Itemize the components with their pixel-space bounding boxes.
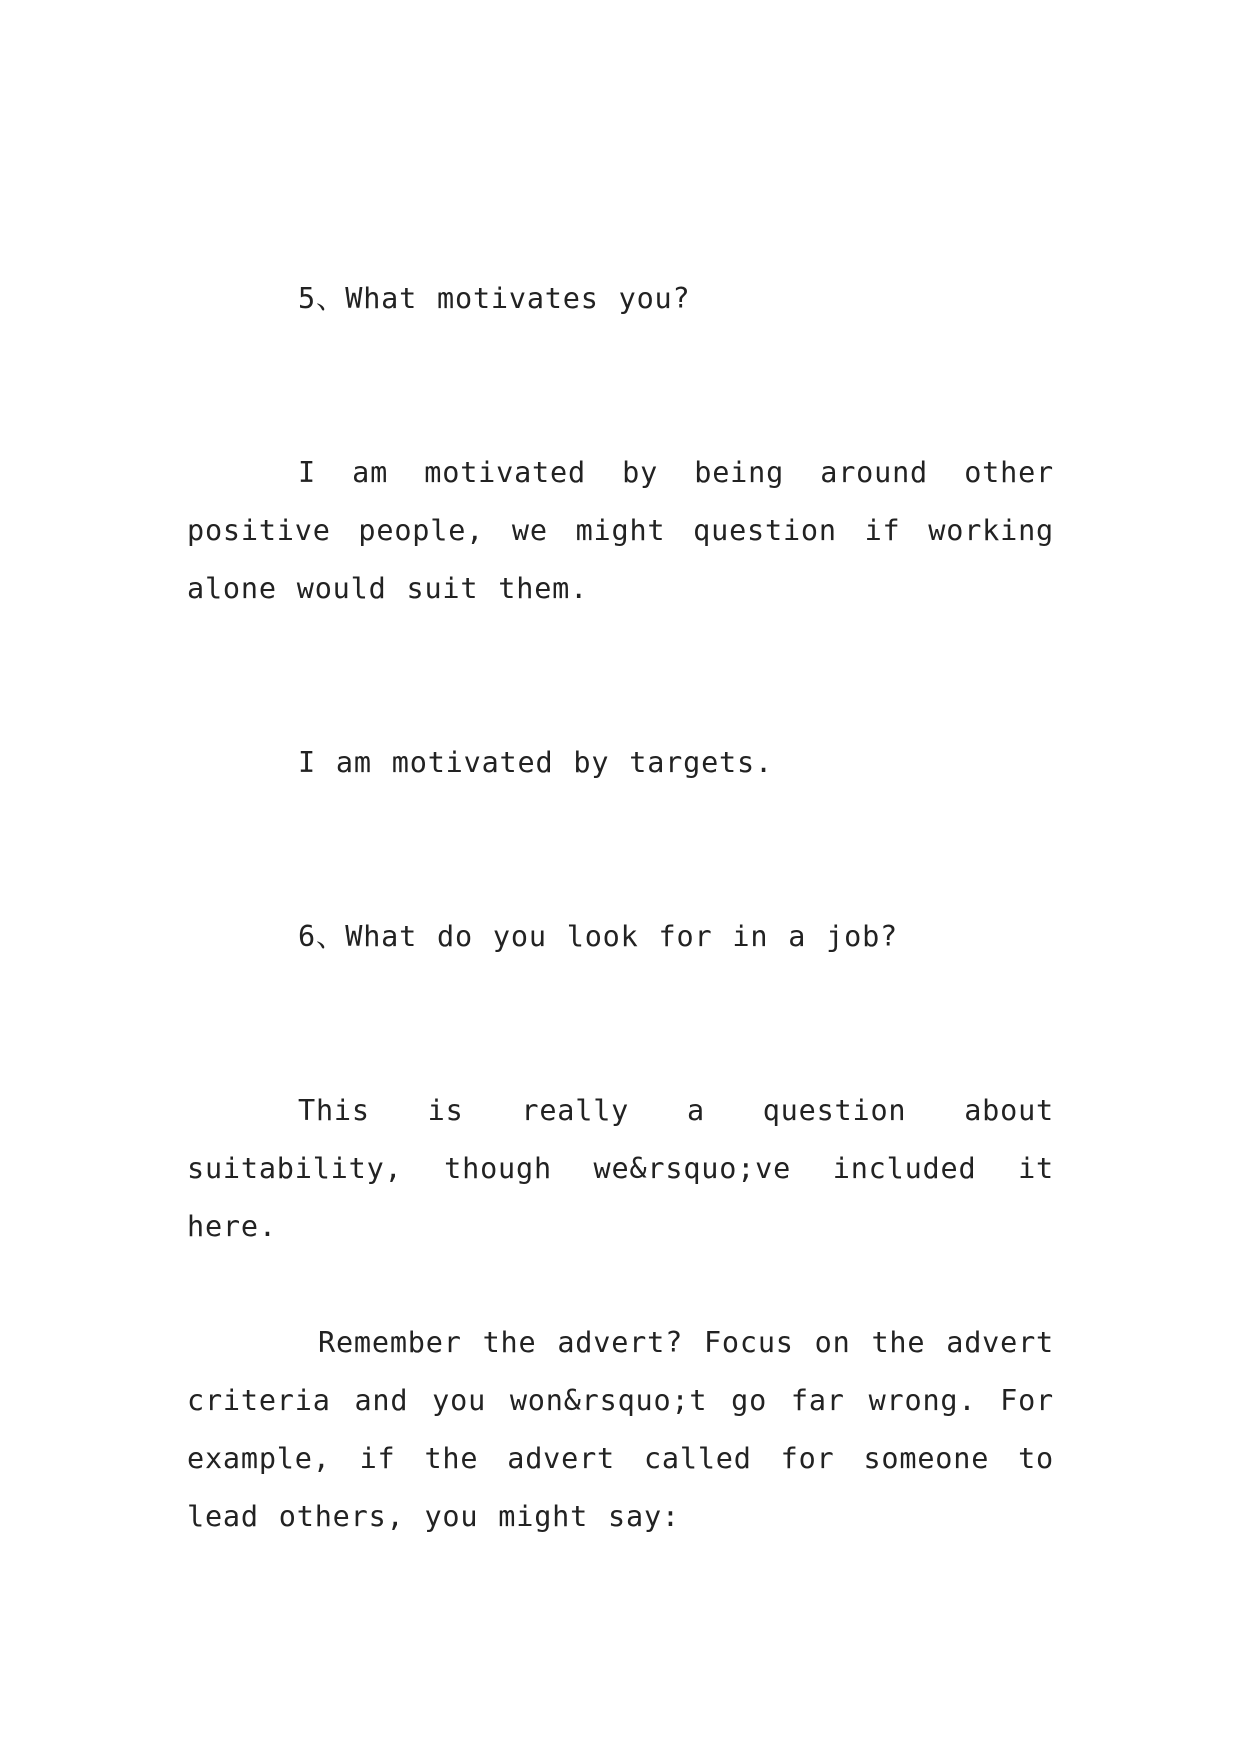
answer-6-paragraph-2: Remember the advert? Focus on the advert criteria and you won&rsquo;t go far wrong. For example, if the advert called for someone to lead others, you might say: [187,1326,1054,1533]
answer-5-paragraph-1: I am motivated by being around other positive people, we might question if working alone would suit them. [187,456,1054,605]
question-5-heading: 5、What motivates you? [298,282,691,315]
answer-5-paragraph-2: I am motivated by targets. [298,746,773,779]
question-6-heading: 6、What do you look for in a job? [298,920,899,953]
answer-6-paragraph-1: This is really a question about suitability, though we&rsquo;ve included it here. [187,1094,1054,1243]
